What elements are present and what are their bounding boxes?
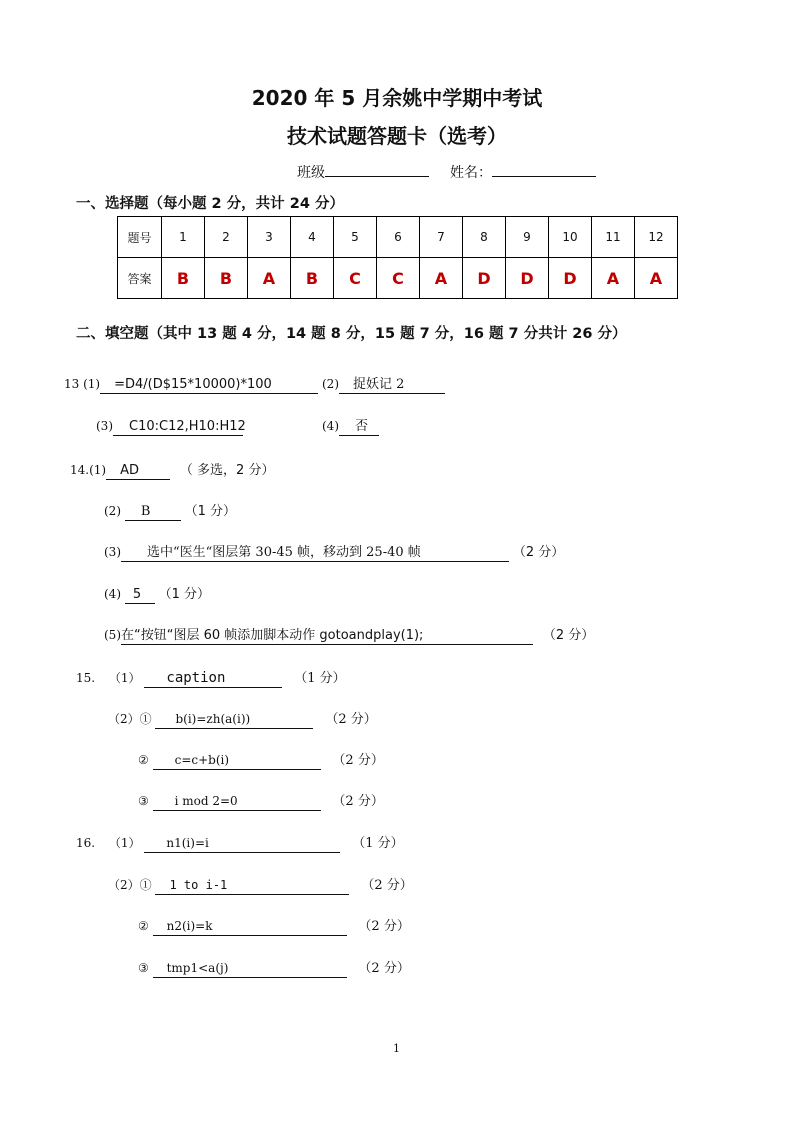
q14-p1-label: (1) (89, 463, 107, 477)
name-blank[interactable] (492, 162, 596, 177)
table-row-numbers (118, 217, 678, 258)
q14-p4-answer: 5 (125, 586, 155, 604)
q14-p3-answer: 选中“医生“图层第 30-45 帧，移动到 25-40 帧 (121, 544, 509, 562)
q15-note-2: （2 分） (332, 753, 384, 768)
q13-p2-label: (2) (322, 377, 339, 391)
answer-cell: A (635, 258, 678, 299)
q16-part-2-3 (138, 957, 410, 978)
q13-p3-label: (3) (96, 419, 113, 433)
q13-p1-label: (1) (83, 377, 101, 391)
question-number: 11 (592, 217, 635, 258)
question-number: 10 (549, 217, 592, 258)
question-number: 1 (162, 217, 205, 258)
answer-cell: A (248, 258, 291, 299)
q14-p5-label: (5) (104, 628, 121, 642)
q15-part-2-2 (138, 749, 384, 770)
q15-part-1 (76, 667, 346, 688)
answer-cell: A (592, 258, 635, 299)
q14-p2-label: (2) (104, 504, 121, 518)
answer-cell: B (291, 258, 334, 299)
q15-answer-1: b(i)=zh(a(i)) (155, 711, 313, 729)
q15-part-2-3 (138, 790, 384, 811)
q16-p1-note: （1 分） (352, 836, 404, 851)
question-number: 7 (420, 217, 463, 258)
q16-p1-label: （1） (108, 836, 141, 850)
answer-cell: C (377, 258, 420, 299)
answer-cell: A (420, 258, 463, 299)
q16-answer-2: n2(i)=k (153, 918, 347, 936)
q16-note-2: （2 分） (358, 919, 410, 934)
name-field (450, 162, 596, 182)
q14-part-2 (104, 500, 236, 521)
q16-answer-1: 1 to i-1 (155, 877, 349, 895)
q14-number: 14. (70, 463, 90, 477)
q16-circle-2: ② (138, 919, 149, 933)
q14-p3-label: (3) (104, 545, 121, 559)
q15-p2-label: （2） (108, 712, 140, 726)
section-2-heading: 二、填空题（其中 13 题 4 分，14 题 8 分，15 题 7 分，16 题 7 分共计 26 分） (76, 326, 627, 342)
question-number: 3 (248, 217, 291, 258)
q15-answer-3: i mod 2=0 (153, 793, 321, 811)
q14-p5-answer: 在“按钮“图层 60 帧添加脚本动作 gotoandplay(1); (121, 627, 533, 645)
question-number: 12 (635, 217, 678, 258)
class-field (297, 162, 429, 182)
answer-cell: D (506, 258, 549, 299)
q13-part-2 (322, 376, 445, 394)
q14-part-5 (104, 624, 594, 645)
answer-cell: D (463, 258, 506, 299)
q15-circle-2: ② (138, 753, 149, 767)
answer-cell: B (162, 258, 205, 299)
page-title: 2020 年 5 月余姚中学期中考试 (251, 86, 543, 110)
q15-circle-1: ① (139, 712, 152, 726)
q15-circle-3: ③ (138, 794, 149, 808)
q15-p1-answer: caption (144, 670, 282, 688)
q16-part-1 (76, 832, 404, 853)
q16-note-3: （2 分） (358, 961, 410, 976)
class-blank[interactable] (325, 162, 429, 177)
q13-number: 13 (64, 377, 80, 391)
q14-p4-note: （1 分） (158, 587, 211, 602)
q14-part-3 (104, 541, 564, 562)
q15-note-1: （2 分） (325, 712, 377, 727)
q14-p5-note: （2 分） (542, 628, 595, 643)
page-subtitle: 技术试题答题卡（选考） (287, 124, 507, 148)
class-label: 班级 (297, 165, 325, 181)
q16-part-2-2 (138, 915, 410, 936)
q13-p4-label: (4) (322, 419, 339, 433)
question-number: 6 (377, 217, 420, 258)
q14-p2-note: （1 分） (184, 504, 237, 519)
q14-p2-answer: B (125, 503, 181, 521)
q13-p1-answer: =D4/(D$15*10000)*100 (100, 376, 318, 394)
q14-p1-answer: AD (106, 462, 170, 480)
q13-p2-answer: 捉妖记 2 (339, 376, 445, 394)
name-label: 姓名： (450, 165, 492, 181)
q16-number: 16. (76, 836, 96, 850)
row-label-number: 题号 (118, 217, 162, 258)
answer-cell: B (205, 258, 248, 299)
page-number: 1 (393, 1042, 400, 1055)
q16-circle-3: ③ (138, 961, 149, 975)
q14-part-1 (70, 459, 274, 480)
q16-circle-1: ① (139, 878, 152, 892)
answer-table (117, 216, 678, 299)
q15-p1-note: （1 分） (294, 671, 346, 686)
q13-p4-answer: 否 (339, 418, 379, 436)
question-number: 2 (205, 217, 248, 258)
q13-part-3 (96, 418, 246, 436)
section-1-heading: 一、选择题（每小题 2 分，共计 24 分） (76, 196, 344, 212)
q16-p2-label: （2） (108, 878, 140, 892)
question-number: 8 (463, 217, 506, 258)
q16-answer-3: tmp1<a(j) (153, 960, 347, 978)
q14-part-4 (104, 583, 210, 604)
answer-cell: D (549, 258, 592, 299)
q15-p1-label: （1） (108, 671, 141, 685)
q13-part-4 (322, 418, 379, 436)
q15-number: 15. (76, 671, 96, 685)
table-row-answers (118, 258, 678, 299)
q14-p4-label: (4) (104, 587, 121, 601)
row-label-answer: 答案 (118, 258, 162, 299)
q15-answer-2: c=c+b(i) (153, 752, 321, 770)
q16-p1-answer: n1(i)=i (144, 835, 340, 853)
q15-part-2-1 (108, 708, 377, 729)
question-number: 9 (506, 217, 549, 258)
q16-part-2-1 (108, 874, 413, 895)
q13-row-1 (64, 376, 318, 394)
q14-p3-note: （2 分） (512, 545, 565, 560)
answer-cell: C (334, 258, 377, 299)
q13-p3-answer: C10:C12,H10:H12 (113, 418, 243, 436)
q15-note-3: （2 分） (332, 794, 384, 809)
q14-p1-note: （ 多选，2 分） (179, 463, 275, 478)
q16-note-1: （2 分） (361, 878, 413, 893)
question-number: 5 (334, 217, 377, 258)
question-number: 4 (291, 217, 334, 258)
